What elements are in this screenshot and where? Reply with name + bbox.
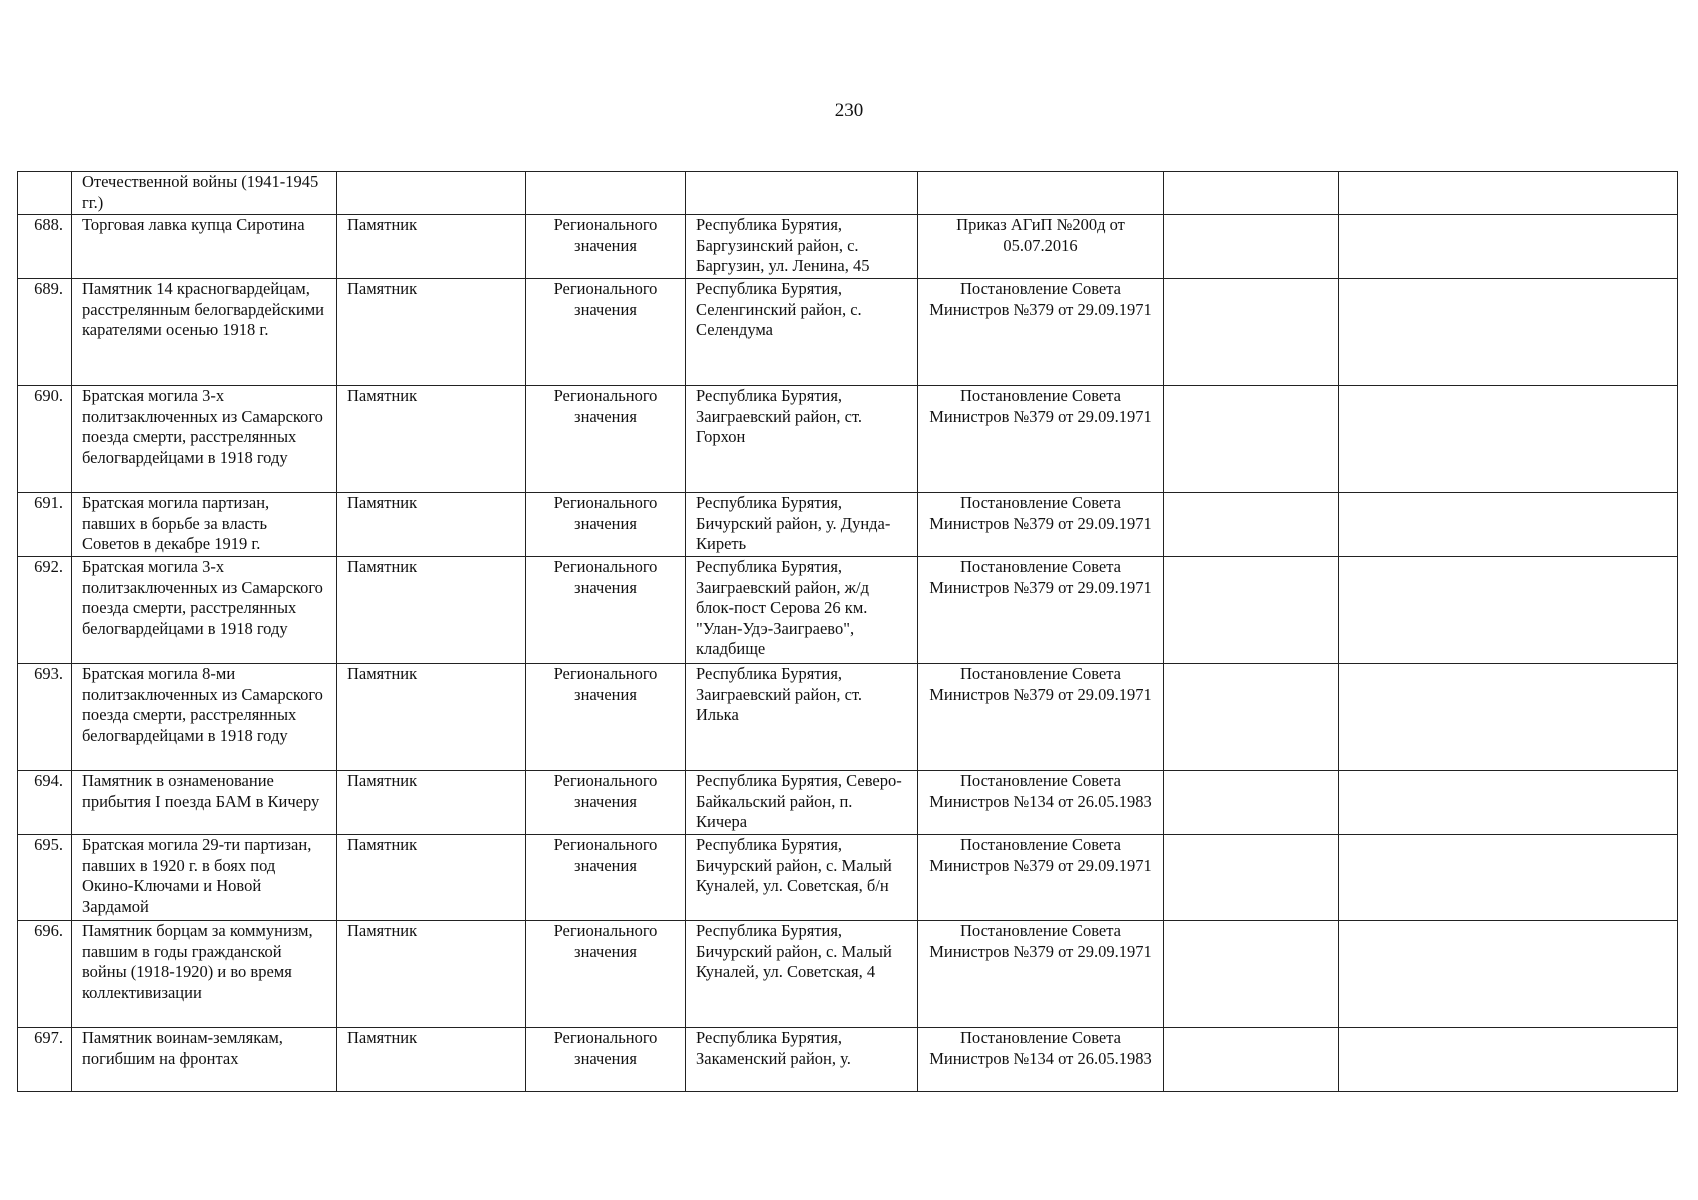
monument-location: Республика Бурятия, Бичурский район, с. Малый Куналей, ул. Советская, 4 — [686, 921, 918, 1028]
monument-category: Регионального значения — [526, 1028, 686, 1092]
empty-cell — [1164, 1028, 1339, 1092]
monument-location: Республика Бурятия, Селенгинский район, с. Селендума — [686, 279, 918, 386]
legal-document: Постановление Совета Министров №134 от 26.05.1983 — [918, 771, 1164, 835]
monument-name: Памятник воинам-землякам, погибшим на фронтах — [72, 1028, 337, 1092]
row-number: 693. — [18, 664, 72, 771]
monument-name: Торговая лавка купца Сиротина — [72, 215, 337, 279]
row-number: 695. — [18, 835, 72, 921]
legal-document: Приказ АГиП №200д от 05.07.2016 — [918, 215, 1164, 279]
empty-cell — [1164, 386, 1339, 493]
monument-location: Республика Бурятия, Бичурский район, с. Малый Куналей, ул. Советская, б/н — [686, 835, 918, 921]
monument-name: Братская могила партизан, павших в борьбе за власть Советов в декабре 1919 г. — [72, 493, 337, 557]
legal-document: Постановление Совета Министров №379 от 29.09.1971 — [918, 279, 1164, 386]
monument-category: Регионального значения — [526, 921, 686, 1028]
monument-location: Республика Бурятия, Северо-Байкальский район, п. Кичера — [686, 771, 918, 835]
table-row — [18, 279, 1678, 386]
monument-location: Республика Бурятия, Закаменский район, у. — [686, 1028, 918, 1092]
legal-document: Постановление Совета Министров №379 от 29.09.1971 — [918, 386, 1164, 493]
monument-type: Памятник — [337, 664, 526, 771]
legal-document: Постановление Совета Министров №134 от 26.05.1983 — [918, 1028, 1164, 1092]
monument-name: Братская могила 3-х политзаключенных из Самарского поезда смерти, расстрелянных белогвардейцами в 1918 году — [72, 557, 337, 664]
monument-category: Регионального значения — [526, 386, 686, 493]
monument-type: Памятник — [337, 835, 526, 921]
row-number: 697. — [18, 1028, 72, 1092]
monument-category: Регионального значения — [526, 771, 686, 835]
row-number — [18, 172, 72, 215]
empty-cell — [1164, 835, 1339, 921]
monument-name: Памятник в ознаменование прибытия I поезда БАМ в Кичеру — [72, 771, 337, 835]
table-row — [18, 1028, 1678, 1092]
legal-document: Постановление Совета Министров №379 от 29.09.1971 — [918, 921, 1164, 1028]
empty-cell — [1164, 771, 1339, 835]
monument-name: Памятник борцам за коммунизм, павшим в годы гражданской войны (1918-1920) и во время коллективизации — [72, 921, 337, 1028]
legal-document — [918, 172, 1164, 215]
monument-name: Братская могила 3-х политзаключенных из Самарского поезда смерти, расстрелянных белогвардейцами в 1918 году — [72, 386, 337, 493]
empty-cell — [1164, 215, 1339, 279]
monument-name: Братская могила 8-ми политзаключенных из Самарского поезда смерти, расстрелянных белогвардейцами в 1918 году — [72, 664, 337, 771]
monument-type: Памятник — [337, 1028, 526, 1092]
monument-type: Памятник — [337, 493, 526, 557]
monument-category: Регионального значения — [526, 664, 686, 771]
monument-category: Регионального значения — [526, 279, 686, 386]
monument-type: Памятник — [337, 279, 526, 386]
empty-cell — [1164, 921, 1339, 1028]
row-number: 688. — [18, 215, 72, 279]
empty-cell — [1164, 557, 1339, 664]
row-number: 690. — [18, 386, 72, 493]
monument-category: Регионального значения — [526, 215, 686, 279]
empty-cell — [1339, 557, 1678, 664]
empty-cell — [1164, 279, 1339, 386]
empty-cell — [1164, 172, 1339, 215]
monument-type — [337, 172, 526, 215]
row-number: 696. — [18, 921, 72, 1028]
monument-location — [686, 172, 918, 215]
empty-cell — [1339, 279, 1678, 386]
monument-category: Регионального значения — [526, 493, 686, 557]
monument-type: Памятник — [337, 921, 526, 1028]
empty-cell — [1339, 835, 1678, 921]
monument-location: Республика Бурятия, Заиграевский район, ст. Горхон — [686, 386, 918, 493]
table-row — [18, 493, 1678, 557]
monument-category: Регионального значения — [526, 557, 686, 664]
empty-cell — [1339, 493, 1678, 557]
row-number: 691. — [18, 493, 72, 557]
legal-document: Постановление Совета Министров №379 от 29.09.1971 — [918, 557, 1164, 664]
monument-category — [526, 172, 686, 215]
table-row — [18, 557, 1678, 664]
row-number: 692. — [18, 557, 72, 664]
monument-type: Памятник — [337, 557, 526, 664]
monument-location: Республика Бурятия, Бичурский район, у. Дунда-Киреть — [686, 493, 918, 557]
monuments-table — [17, 171, 1678, 1092]
row-number: 694. — [18, 771, 72, 835]
monument-category: Регионального значения — [526, 835, 686, 921]
empty-cell — [1339, 921, 1678, 1028]
monument-name: Отечественной войны (1941-1945 гг.) — [72, 172, 337, 215]
monument-name: Памятник 14 красногвардейцам, расстрелянным белогвардейскими карателями осенью 1918 г. — [72, 279, 337, 386]
table-row — [18, 771, 1678, 835]
empty-cell — [1339, 215, 1678, 279]
monument-location: Республика Бурятия, Заиграевский район, ж/д блок-пост Серова 26 км. "Улан-Удэ-Заиграево", кладбище — [686, 557, 918, 664]
monument-type: Памятник — [337, 771, 526, 835]
empty-cell — [1164, 664, 1339, 771]
legal-document: Постановление Совета Министров №379 от 29.09.1971 — [918, 493, 1164, 557]
table-row — [18, 215, 1678, 279]
table-row — [18, 921, 1678, 1028]
table-row — [18, 172, 1678, 215]
monument-type: Памятник — [337, 215, 526, 279]
monument-location: Республика Бурятия, Заиграевский район, ст. Илька — [686, 664, 918, 771]
empty-cell — [1339, 771, 1678, 835]
table-row — [18, 664, 1678, 771]
empty-cell — [1339, 386, 1678, 493]
table-row — [18, 835, 1678, 921]
row-number: 689. — [18, 279, 72, 386]
monument-location: Республика Бурятия, Баргузинский район, с. Баргузин, ул. Ленина, 45 — [686, 215, 918, 279]
legal-document: Постановление Совета Министров №379 от 29.09.1971 — [918, 664, 1164, 771]
empty-cell — [1164, 493, 1339, 557]
legal-document: Постановление Совета Министров №379 от 29.09.1971 — [918, 835, 1164, 921]
monument-type: Памятник — [337, 386, 526, 493]
empty-cell — [1339, 1028, 1678, 1092]
empty-cell — [1339, 664, 1678, 771]
table-row — [18, 386, 1678, 493]
empty-cell — [1339, 172, 1678, 215]
monument-name: Братская могила 29-ти партизан, павших в 1920 г. в боях под Окино-Ключами и Новой Зардамой — [72, 835, 337, 921]
page-number: 230 — [834, 100, 864, 121]
